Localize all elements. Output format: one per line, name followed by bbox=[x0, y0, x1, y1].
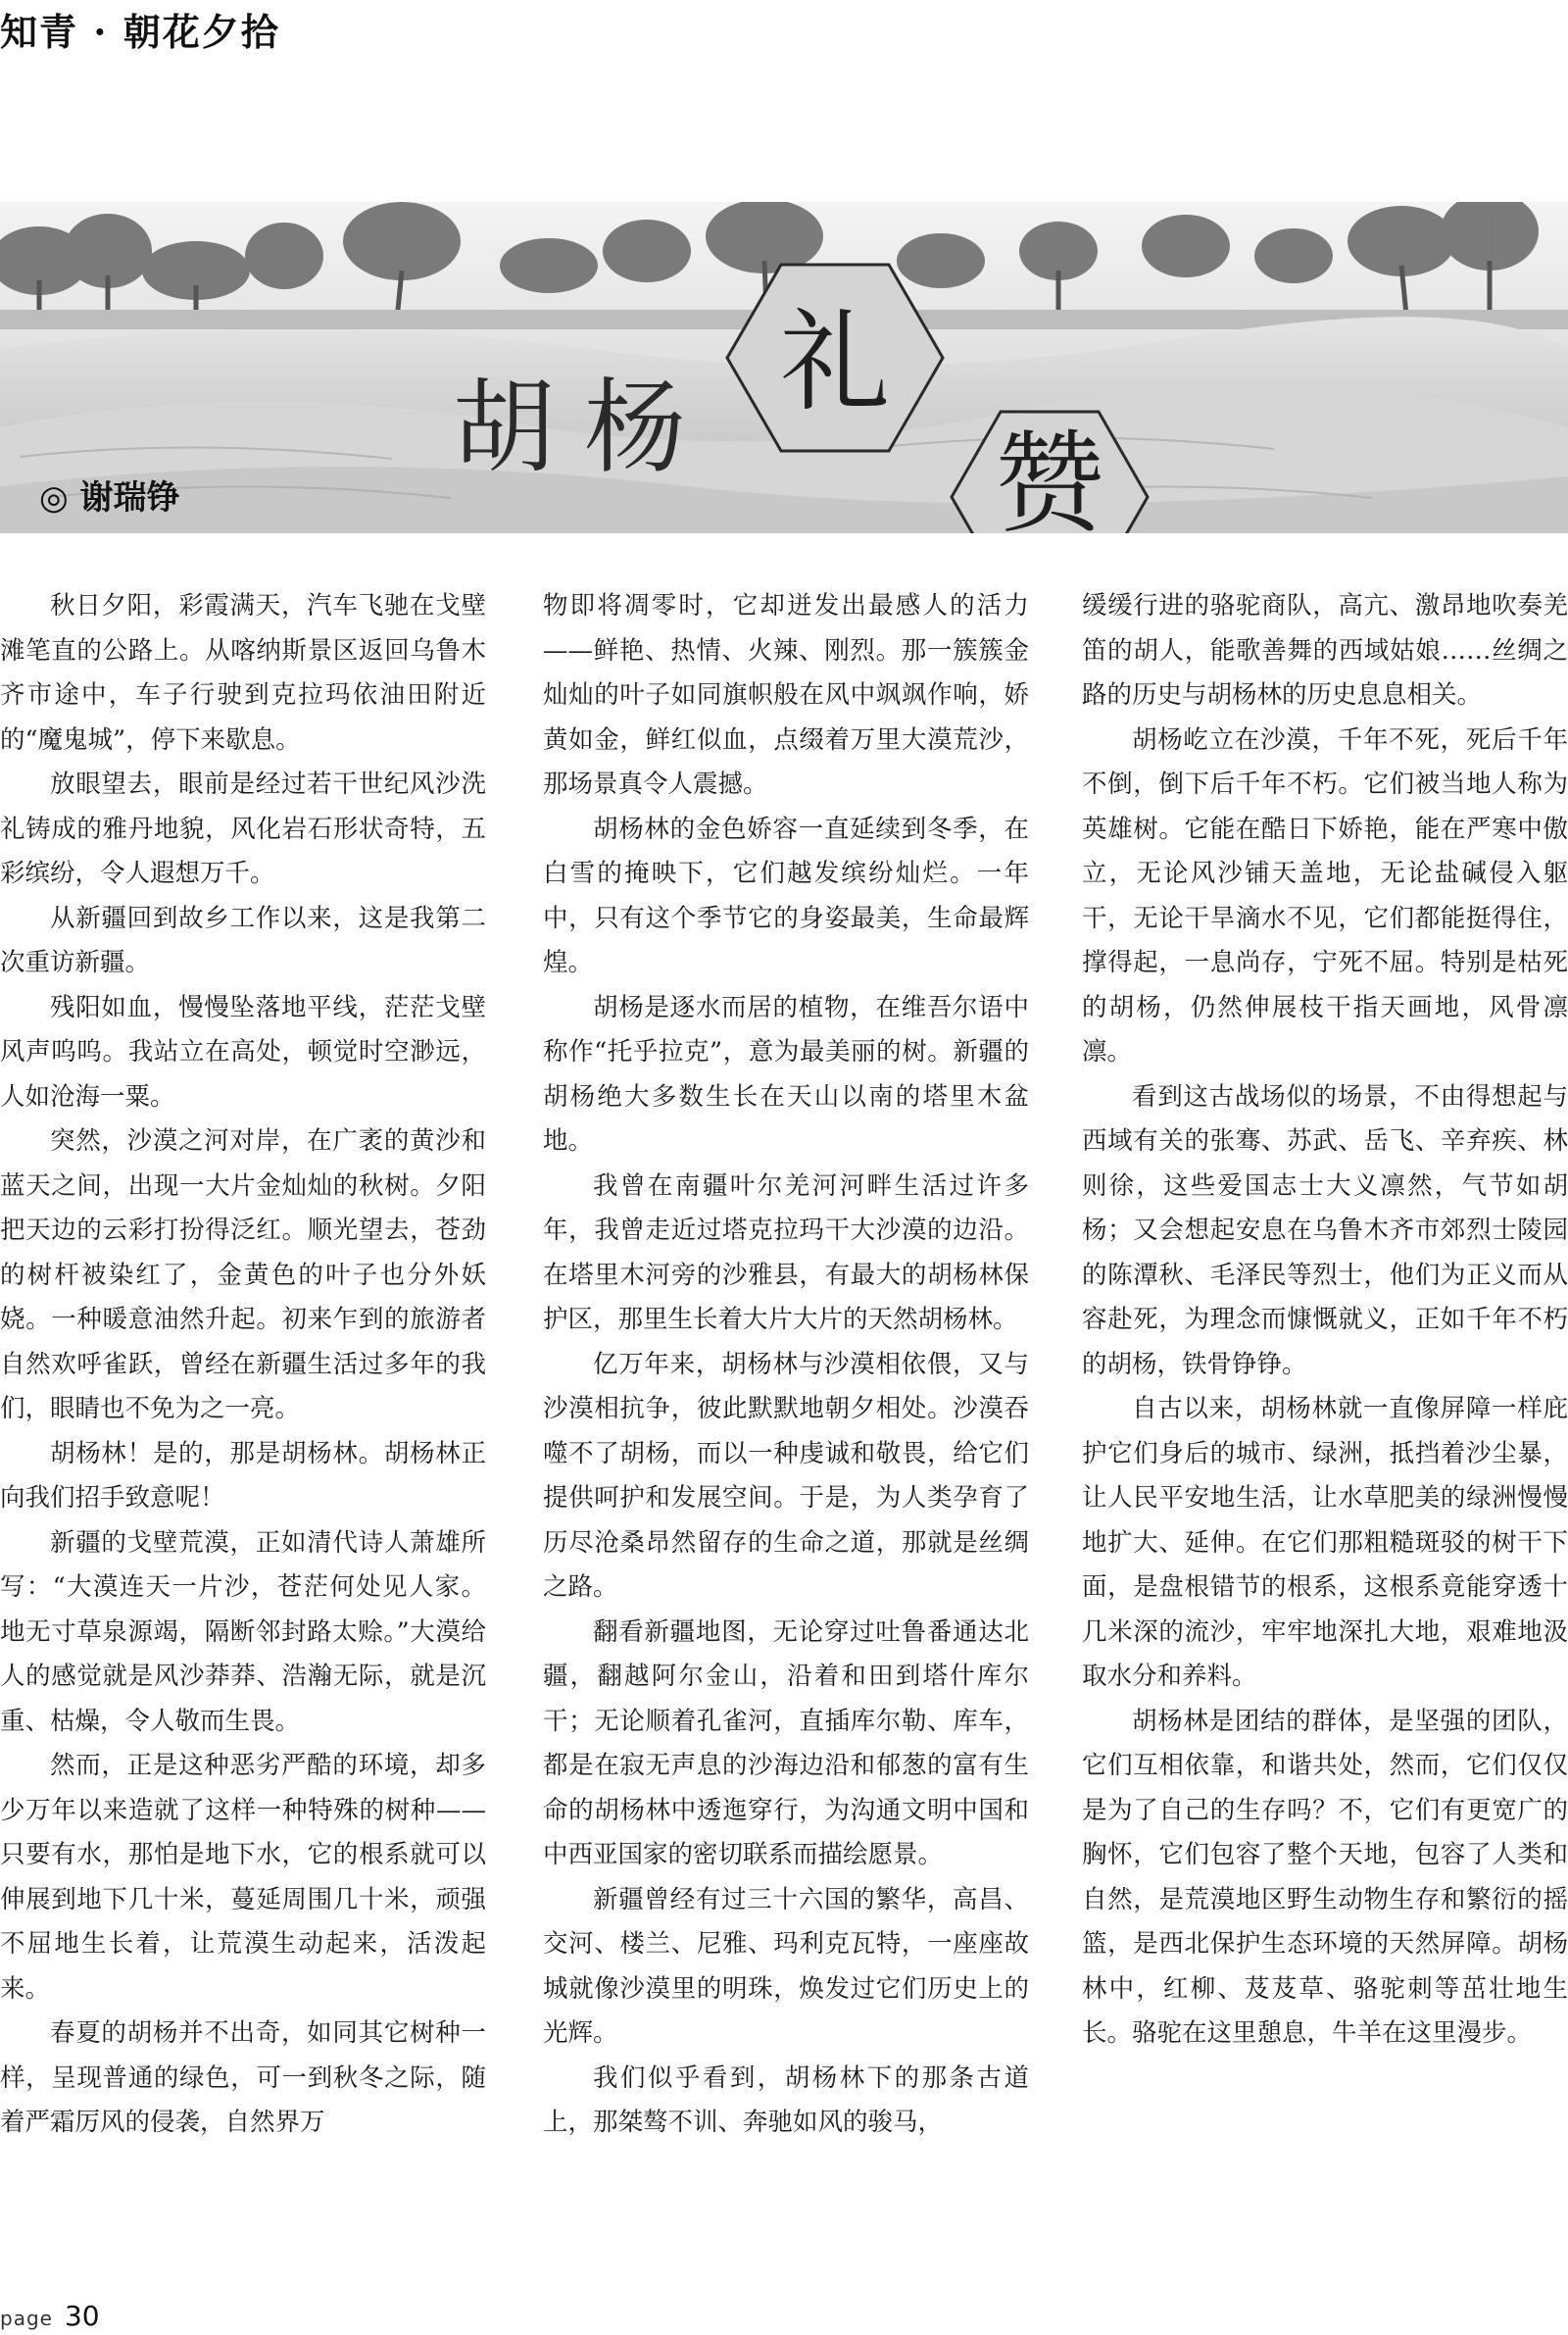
paragraph: 我曾在南疆叶尔羌河河畔生活过许多年，我曾走近过塔克拉玛干大沙漠的边沿。在塔里木河旁的沙雅县，有最大的胡杨林保护区，那里生长着大片大片的天然胡杨林。 bbox=[543, 1170, 1029, 1334]
paragraph: 翻看新疆地图，无论穿过吐鲁番通达北疆，翻越阿尔金山，沿着和田到塔什库尔干；无论顺着孔雀河，直插库尔勒、库车，都是在寂无声息的沙海边沿和郁葱的富有生命的胡杨林中透迤穿行，为沟通文明中国和中西亚国家的密切联系而描绘愿景。 bbox=[543, 1616, 1029, 1869]
paragraph: 春夏的胡杨并不出奇，如同其它树种一样，呈现普通的绿色，可一到秋冬之际，随着严霜厉风的侵袭，自然界万 bbox=[0, 2018, 486, 2137]
paragraph-continued: 物即将凋零时，它却迸发出最感人的活力——鲜艳、热情、火辣、刚烈。那一簇簇金灿灿的叶子如同旗帜般在风中飒飒作响，娇黄如金，鲜红似血，点缀着万里大漠荒沙，那场景真令人震撼。 bbox=[543, 591, 1029, 799]
paragraph: 看到这古战场似的场景，不由得想起与西域有关的张骞、苏武、岳飞、辛弃疾、林则徐，这些爱国志士大义凛然，气节如胡杨；又会想起安息在乌鲁木齐市郊烈士陵园的陈潭秋、毛泽民等烈士，他们为正义而从容赴死，为理念而慷慨就义，正如千年不朽的胡杨，铁骨铮铮。 bbox=[1082, 1081, 1568, 1379]
article-title-hex-2: 赞 bbox=[995, 421, 1104, 548]
paragraph: 新疆的戈壁荒漠，正如清代诗人萧雄所写：“大漠连天一片沙，苍茫何处见人家。地无寸草泉源竭，隔断邻封路太赊。”大漠给人的感觉就是风沙莽莽、浩瀚无际，就是沉重、枯燥，令人敬而生畏。 bbox=[0, 1527, 486, 1736]
text-column-2 bbox=[543, 584, 1029, 2146]
paragraph-continued: 缓缓行进的骆驼商队，高亢、激昂地吹奏羌笛的胡人，能歌善舞的西域姑娘……丝绸之路的历史与胡杨林的历史息息相关。 bbox=[1082, 591, 1568, 710]
text-column-1 bbox=[0, 584, 486, 2146]
page-footer bbox=[0, 2300, 100, 2332]
paragraph: 残阳如血，慢慢坠落地平线，茫茫戈壁风声呜呜。我站立在高处，顿觉时空渺远，人如沧海一粟。 bbox=[0, 992, 486, 1112]
paragraph: 突然，沙漠之河对岸，在广袤的黄沙和蓝天之间，出现一大片金灿灿的秋树。夕阳把天边的云彩打扮得泛红。顺光望去，苍劲的树杆被染红了，金黄色的叶子也分外妖娆。一种暖意油然升起。初来乍到的旅游者自然欢呼雀跃，曾经在新疆生活过多年的我们，眼睛也不免为之一亮。 bbox=[0, 1126, 486, 1423]
paragraph: 自古以来，胡杨林就一直像屏障一样庇护它们身后的城市、绿洲，抵挡着沙尘暴，让人民平安地生活，让水草肥美的绿洲慢慢地扩大、延伸。在它们那粗糙斑驳的树干下面，是盘根错节的根系，这根系竟能穿透十几米深的流沙，牢牢地深扎大地，艰难地汲取水分和养料。 bbox=[1082, 1394, 1568, 1691]
paragraph: 从新疆回到故乡工作以来，这是我第二次重访新疆。 bbox=[0, 903, 486, 977]
page-number: 30 bbox=[64, 2300, 100, 2332]
paragraph: 我们似乎看到，胡杨林下的那条古道上，那桀骜不训、奔驰如风的骏马， bbox=[543, 2062, 1029, 2137]
paragraph: 放眼望去，眼前是经过若干世纪风沙洗礼铸成的雅丹地貌，风化岩石形状奇特，五彩缤纷，令人遐想万千。 bbox=[0, 770, 486, 888]
paragraph: 胡杨林！是的，那是胡杨林。胡杨林正向我们招手致意呢！ bbox=[0, 1438, 486, 1513]
paragraph: 秋日夕阳，彩霞满天，汽车飞驰在戈壁滩笔直的公路上。从喀纳斯景区返回乌鲁木齐市途中，车子行驶到克拉玛依油田附近的“魔鬼城”，停下来歇息。 bbox=[0, 591, 486, 755]
article-title-hex-1: 礼 bbox=[780, 299, 890, 426]
article-title-main: 胡杨 bbox=[453, 368, 716, 487]
paragraph: 胡杨是逐水而居的植物，在维吾尔语中称作“托乎拉克”，意为最美丽的树。新疆的胡杨绝大多数生长在天山以南的塔里木盆地。 bbox=[543, 992, 1029, 1156]
paragraph: 胡杨屹立在沙漠，千年不死，死后千年不倒，倒下后千年不朽。它们被当地人称为英雄树。它能在酷日下娇艳，能在严寒中傲立，无论风沙铺天盖地，无论盐碱侵入躯干，无论干旱滴水不见，它们都能挺得住，撑得起，一息尚存，宁死不屈。特别是枯死的胡杨，仍然伸展枝干指天画地，风骨凛凛。 bbox=[1082, 724, 1568, 1067]
paragraph: 胡杨林的金色娇容一直延续到冬季，在白雪的掩映下，它们越发缤纷灿烂。一年中，只有这个季节它的身姿最美，生命最辉煌。 bbox=[543, 814, 1029, 977]
paragraph: 亿万年来，胡杨林与沙漠相依偎，又与沙漠相抗争，彼此默默地朝夕相处。沙漠吞噬不了胡杨，而以一种虔诚和敬畏，给它们提供呵护和发展空间。于是，为人类孕育了历尽沧桑昂然留存的生命之道，那就是丝绸之路。 bbox=[543, 1349, 1029, 1602]
author-byline: ◎ 谢瑞铮 bbox=[39, 478, 180, 518]
section-header: 知青 · 朝花夕拾 bbox=[0, 10, 280, 54]
paragraph: 新疆曾经有过三十六国的繁华，高昌、交河、楼兰、尼雅、玛利克瓦特，一座座故城就像沙漠里的明珠，焕发过它们历史上的光辉。 bbox=[543, 1884, 1029, 2048]
page-word: page bbox=[0, 2307, 53, 2330]
paragraph: 胡杨林是团结的群体，是坚强的团队，它们互相依靠，和谐共处，然而，它们仅仅是为了自己的生存吗？不，它们有更宽广的胸怀，它们包容了整个天地，包容了人类和自然，是荒漠地区野生动物生存和繁衍的摇篮，是西北保护生态环境的天然屏障。胡杨林中，红柳、芨芨草、骆驼刺等茁壮地生长。骆驼在这里憩息，牛羊在这里漫步。 bbox=[1082, 1706, 1568, 2048]
text-column-3 bbox=[1082, 584, 1568, 2057]
paragraph: 然而，正是这种恶劣严酷的环境，却多少万年以来造就了这样一种特殊的树种——只要有水，那怕是地下水，它的根系就可以伸展到地下几十米，蔓延周围几十米，顽强不屈地生长着，让荒漠生动起来，活泼起来。 bbox=[0, 1751, 486, 2004]
